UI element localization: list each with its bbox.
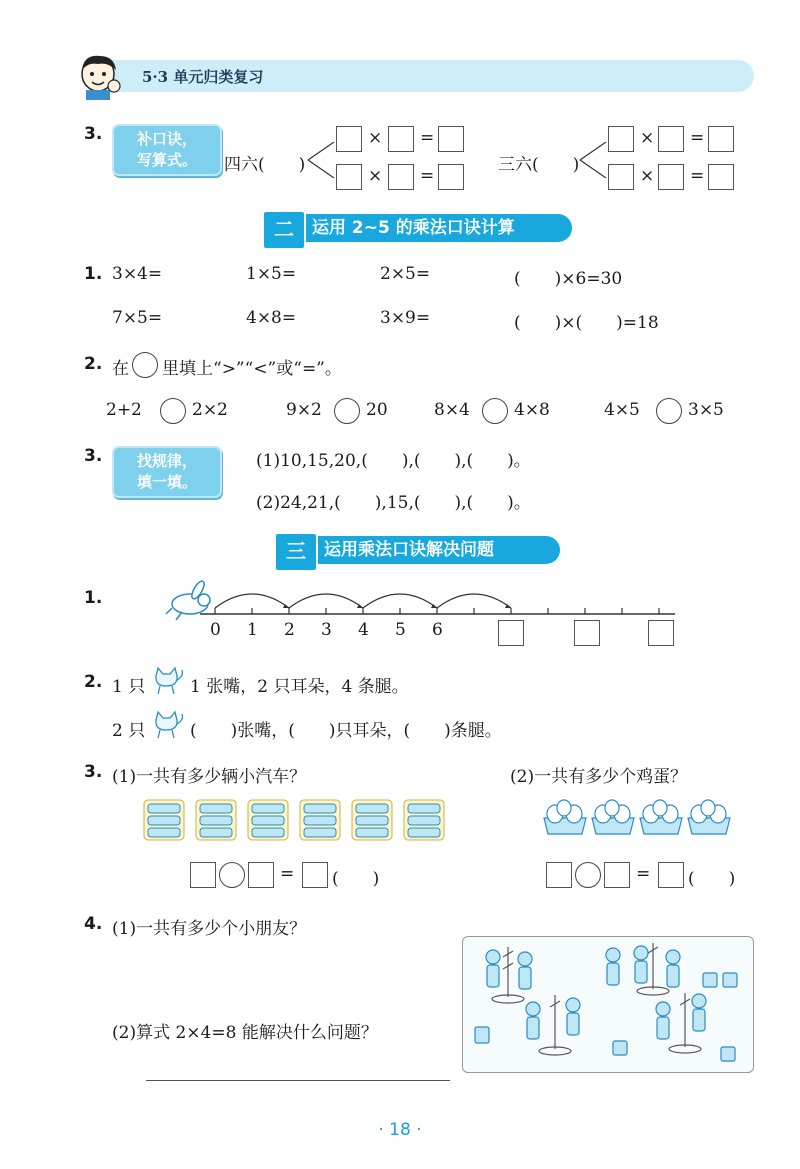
- answer-box[interactable]: [498, 620, 524, 646]
- answer-box[interactable]: [336, 164, 362, 190]
- tick-label: 0: [210, 620, 221, 640]
- problem-text: 4×8=: [246, 308, 297, 328]
- egg-cartons-image: [540, 798, 740, 838]
- compare-circle[interactable]: [160, 398, 186, 424]
- problem-text: ( )×6=30: [514, 269, 623, 289]
- answer-box[interactable]: [438, 126, 464, 152]
- tick-label: 2: [284, 620, 295, 640]
- answer-box[interactable]: [574, 620, 600, 646]
- cat-icon: [150, 666, 186, 696]
- tick-label: 5: [395, 620, 406, 640]
- unit-blank[interactable]: ( ): [332, 869, 380, 889]
- times-sign: ×: [368, 128, 383, 148]
- problem-text: 7×5=: [112, 308, 163, 328]
- answer-line[interactable]: [146, 1080, 450, 1081]
- question-number: 2.: [84, 354, 103, 374]
- times-sign: ×: [640, 128, 655, 148]
- problem-text: 2 只: [112, 721, 146, 741]
- answer-box[interactable]: [438, 164, 464, 190]
- instruction-text: 里填上“>”“<”或“=”。: [162, 359, 342, 379]
- times-sign: ×: [640, 166, 655, 186]
- equals-sign: =: [636, 864, 651, 884]
- badge-fill-rhyme: 补口诀， 写算式。: [112, 124, 222, 176]
- answer-box[interactable]: [302, 862, 328, 888]
- problem-text: ( )×( )=18: [514, 313, 659, 333]
- badge-find-pattern: 找规律， 填一填。: [112, 446, 222, 498]
- section-title: 运用 2~5 的乘法口诀计算: [312, 218, 515, 238]
- question-number: 1.: [84, 588, 103, 608]
- toy-cars-image: [140, 796, 450, 846]
- answer-box[interactable]: [648, 620, 674, 646]
- tick-label: 6: [432, 620, 443, 640]
- question-number: 1.: [84, 264, 103, 284]
- operator-circle[interactable]: [219, 862, 245, 888]
- problem-text: 3×9=: [380, 308, 431, 328]
- section-book-icon: 二: [262, 210, 306, 250]
- compare-left: 4×5: [604, 400, 640, 420]
- problem-text: ( )张嘴，( )只耳朵，( )条腿。: [190, 721, 502, 741]
- equals-sign: =: [420, 166, 435, 186]
- answer-box[interactable]: [608, 164, 634, 190]
- tick-label: 4: [358, 620, 369, 640]
- section-title: 运用乘法口诀解决问题: [324, 540, 494, 560]
- problem-text: 1 张嘴，2 只耳朵，4 条腿。: [190, 677, 409, 697]
- question-number: 3.: [84, 446, 103, 466]
- operator-circle[interactable]: [575, 862, 601, 888]
- question-text: (1)一共有多少个小朋友？: [112, 919, 307, 939]
- equals-sign: =: [280, 864, 295, 884]
- answer-box[interactable]: [388, 126, 414, 152]
- compare-right: 4×8: [514, 400, 550, 420]
- compare-circle[interactable]: [656, 398, 682, 424]
- equals-sign: =: [690, 128, 705, 148]
- section-banner-2: [266, 214, 572, 242]
- bracket-lines: [578, 138, 608, 182]
- compare-left: 9×2: [286, 400, 322, 420]
- question-number: 3.: [84, 762, 103, 782]
- answer-box[interactable]: [708, 126, 734, 152]
- answer-box[interactable]: [546, 862, 572, 888]
- instruction-text: 在: [112, 359, 129, 379]
- answer-box[interactable]: [336, 126, 362, 152]
- answer-box[interactable]: [708, 164, 734, 190]
- section-book-icon: 三: [274, 532, 318, 572]
- pattern-line-1: (1)10,15,20,( ),( ),( )。: [256, 451, 531, 471]
- cat-icon: [150, 710, 186, 740]
- answer-box[interactable]: [248, 862, 274, 888]
- question-text: (2)一共有多少个鸡蛋？: [510, 767, 688, 787]
- pattern-line-2: (2)24,21,( ),15,( ),( )。: [256, 493, 531, 513]
- equals-sign: =: [420, 128, 435, 148]
- compare-right: 3×5: [688, 400, 724, 420]
- children-planting-trees-image: [462, 936, 754, 1073]
- section-banner-3: [278, 536, 560, 564]
- answer-box[interactable]: [658, 862, 684, 888]
- compare-left: 8×4: [434, 400, 470, 420]
- compare-right: 2×2: [192, 400, 228, 420]
- problem-text: 3×4=: [112, 264, 163, 284]
- answer-box[interactable]: [608, 126, 634, 152]
- compare-right: 20: [366, 400, 388, 420]
- page-number: · 18 ·: [378, 1120, 422, 1140]
- times-sign: ×: [368, 166, 383, 186]
- question-text: (2)算式 2×4=8 能解决什么问题？: [112, 1023, 378, 1043]
- circle-symbol: [132, 352, 158, 378]
- equals-sign: =: [690, 166, 705, 186]
- mascot-boy-icon: [74, 52, 126, 100]
- answer-box[interactable]: [604, 862, 630, 888]
- compare-circle[interactable]: [482, 398, 508, 424]
- unit-blank[interactable]: ( ): [688, 869, 736, 889]
- rhyme-label-46: 四六( ): [224, 155, 306, 175]
- answer-box[interactable]: [388, 164, 414, 190]
- answer-box[interactable]: [658, 126, 684, 152]
- header-title: 5·3 单元归类复习: [142, 68, 264, 86]
- answer-box[interactable]: [190, 862, 216, 888]
- bracket-lines: [306, 138, 336, 182]
- tick-label: 1: [247, 620, 258, 640]
- problem-text: 2×5=: [380, 264, 431, 284]
- answer-box[interactable]: [658, 164, 684, 190]
- question-number: 4.: [84, 914, 103, 934]
- tick-label: 3: [321, 620, 332, 640]
- compare-left: 2+2: [106, 400, 142, 420]
- rhyme-label-36: 三六( ): [498, 155, 580, 175]
- question-number: 2.: [84, 672, 103, 692]
- number-line: [160, 576, 680, 652]
- problem-text: 1×5=: [246, 264, 297, 284]
- question-number: 3.: [84, 124, 103, 144]
- problem-text: 1 只: [112, 677, 146, 697]
- compare-circle[interactable]: [334, 398, 360, 424]
- question-text: (1)一共有多少辆小汽车？: [112, 767, 307, 787]
